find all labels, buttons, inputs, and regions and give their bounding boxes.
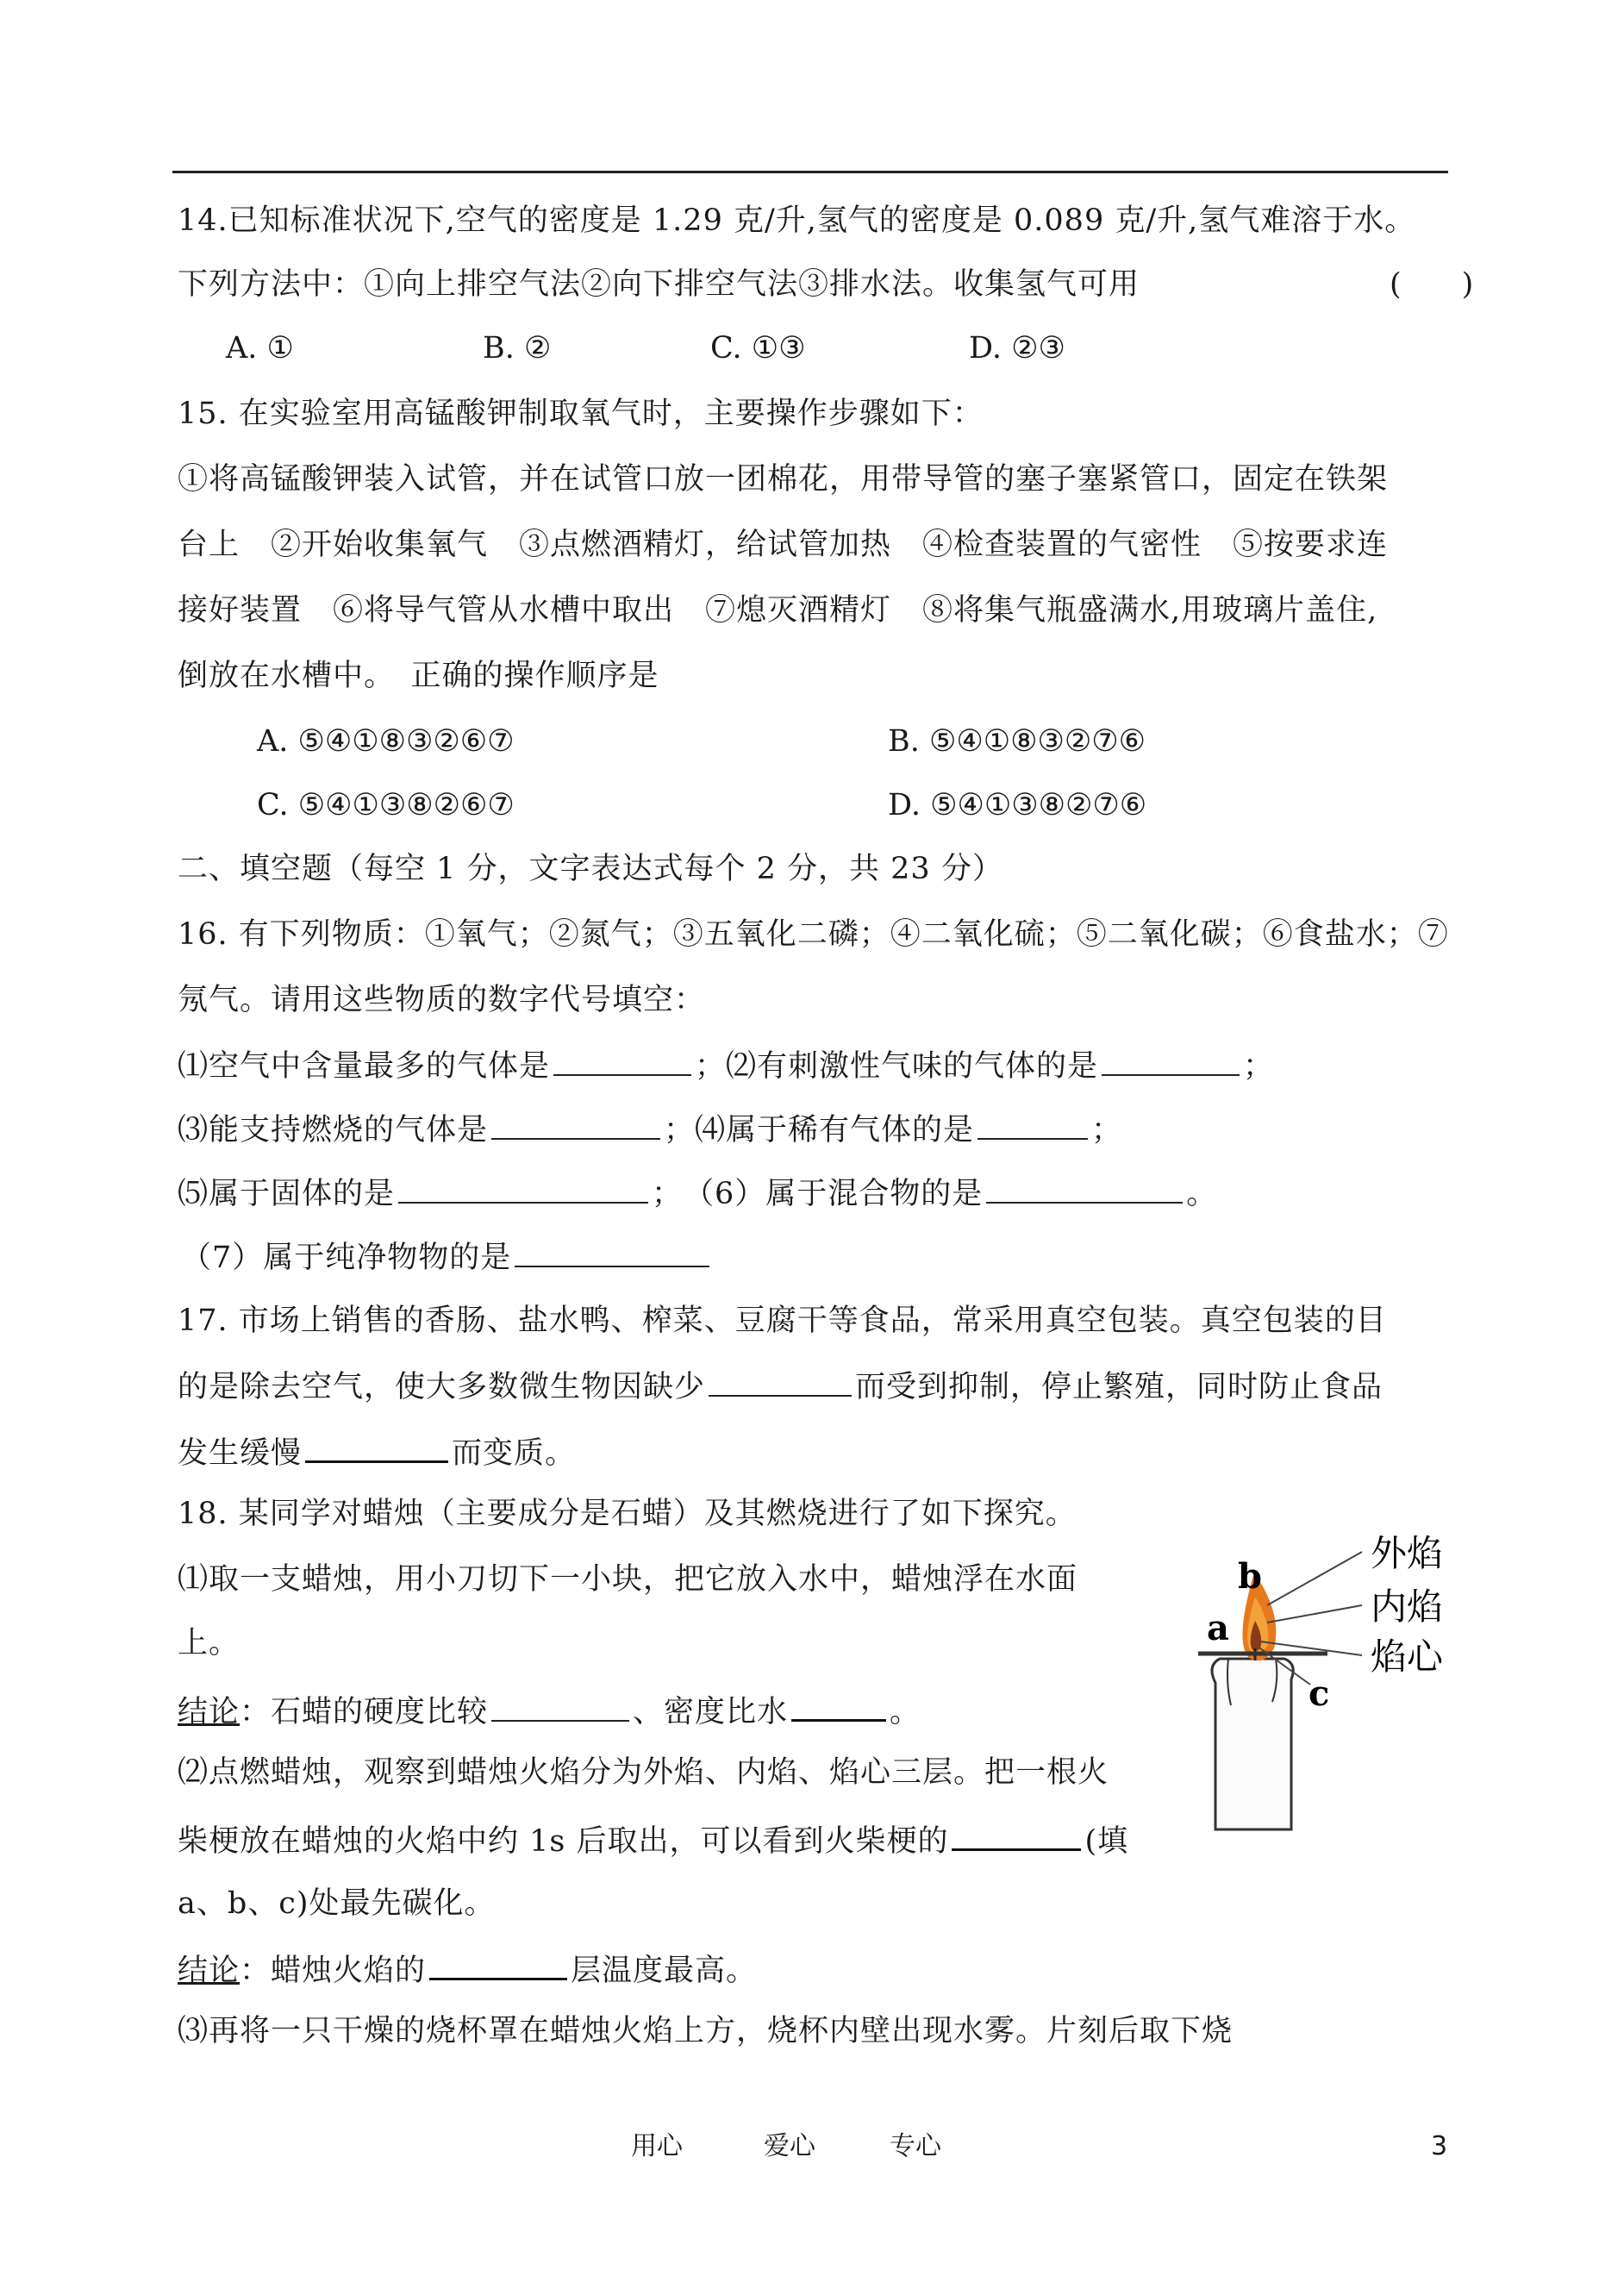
q16-7-text: （7）属于纯净物物的是 xyxy=(181,1241,512,1275)
q16-4-text: ；⑷属于稀有气体的是 xyxy=(664,1113,975,1148)
q14-option-a: A. ① xyxy=(226,331,294,366)
q16-7-blank[interactable] xyxy=(515,1236,709,1267)
outer-flame-pointer xyxy=(1267,1552,1362,1605)
q14-option-d: D. ②③ xyxy=(969,331,1065,366)
q17-blank-2[interactable] xyxy=(305,1431,448,1463)
q15-option-a: A. ⑤④①⑧③②⑥⑦ xyxy=(257,724,515,759)
q18-conclusion-2 xyxy=(178,1948,757,1990)
q16-3-text: ⑶能支持燃烧的气体是 xyxy=(178,1113,489,1148)
q16-1-blank[interactable] xyxy=(553,1045,691,1076)
q18-c2a-text: ：蜡烛火焰的 xyxy=(240,1954,427,1988)
q16-sub-4 xyxy=(181,1236,713,1277)
q18-c1c-text: 。 xyxy=(890,1695,921,1729)
q16-6-blank[interactable] xyxy=(986,1173,1183,1204)
q16-sub-2 xyxy=(178,1109,1122,1149)
q18-line-7: ⑶再将一只干燥的烧杯罩在蜡烛火焰上方，烧杯内壁出现水雾。片刻后取下烧 xyxy=(178,2014,1234,2048)
q18-5b-text: (填 xyxy=(1084,1824,1129,1859)
q18-line-5 xyxy=(178,1819,1128,1860)
q18-line-2: ⑴取一支蜡烛，用小刀切下一小块，把它放入水中，蜡烛浮在水面 xyxy=(178,1562,1078,1597)
footer-word-2: 爱心 xyxy=(764,2131,815,2161)
candle-diagram xyxy=(1181,1510,1491,1838)
q15-line-3: 台上 ②开始收集氧气 ③点燃酒精灯，给试管加热 ④检查装置的气密性 ⑤按要求连 xyxy=(178,528,1389,562)
q18-5a-text: 柴梗放在蜡烛的火焰中约 1s 后取出，可以看到火柴梗的 xyxy=(178,1824,949,1859)
conclusion-label: 结论 xyxy=(178,1954,240,1988)
q16-5-text: ⑸属于固体的是 xyxy=(178,1177,396,1211)
q16-2-text: ；⑵有刺激性气味的气体的是 xyxy=(695,1049,1099,1084)
header-rule xyxy=(172,171,1448,173)
q17-2b-text: 而受到抑制，停止繁殖，同时防止食品 xyxy=(855,1370,1384,1404)
label-c: c xyxy=(1309,1673,1330,1714)
q16-2-blank[interactable] xyxy=(1102,1045,1240,1076)
q16-3-blank[interactable] xyxy=(491,1109,660,1140)
q14-option-b: B. ② xyxy=(483,331,552,366)
q18-line-3: 上。 xyxy=(178,1626,240,1660)
q15-option-b: B. ⑤④①⑧③②⑦⑥ xyxy=(888,724,1146,759)
q16-4-end: ； xyxy=(1091,1113,1123,1148)
q17-2a-text: 的是除去空气，使大多数微生物因缺少 xyxy=(178,1370,706,1404)
candle-flame-figure xyxy=(1181,1510,1491,1838)
q16-6-end: 。 xyxy=(1186,1177,1218,1211)
label-flame-core: 焰心 xyxy=(1371,1635,1444,1678)
footer-word-3: 专心 xyxy=(890,2131,941,2161)
footer-word-1: 用心 xyxy=(631,2131,683,2161)
conclusion-label: 结论 xyxy=(178,1695,240,1729)
label-outer-flame: 外焰 xyxy=(1371,1532,1444,1574)
q17-line-3 xyxy=(178,1431,576,1473)
q16-line-2: 氖气。请用这些物质的数字代号填空： xyxy=(178,983,706,1017)
q15-line-1: 15. 在实验室用高锰酸钾制取氧气时，主要操作步骤如下： xyxy=(178,397,984,431)
q16-sub-3 xyxy=(178,1173,1217,1213)
q16-5-blank[interactable] xyxy=(398,1173,648,1204)
q15-line-4: 接好装置 ⑥将导气管从水槽中取出 ⑦熄灭酒精灯 ⑧将集气瓶盛满水,用玻璃片盖住, xyxy=(178,593,1378,628)
q16-4-blank[interactable] xyxy=(978,1109,1088,1140)
q16-2-end: ； xyxy=(1243,1049,1275,1084)
q17-line-1: 17. 市场上销售的香肠、盐水鸭、榨菜、豆腐干等食品，常采用真空包装。真空包装的目 xyxy=(178,1304,1387,1338)
q14-answer-paren: ( ) xyxy=(1390,267,1474,302)
q14-line-2: 下列方法中：①向上排空气法②向下排空气法③排水法。收集氢气可用 xyxy=(178,267,1140,302)
candle-body xyxy=(1212,1659,1293,1829)
q16-line-1: 16. 有下列物质：①氧气；②氮气；③五氧化二磷；④二氧化硫；⑤二氧化碳；⑥食盐水；⑦ xyxy=(178,917,1449,952)
q16-sub-1 xyxy=(178,1045,1274,1085)
q14-option-c: C. ①③ xyxy=(710,331,806,366)
q18-c1a-text: ：石蜡的硬度比较 xyxy=(240,1695,489,1729)
inner-flame-pointer xyxy=(1267,1605,1362,1623)
section-2-title: 二、填空题（每空 1 分，文字表达式每个 2 分，共 23 分） xyxy=(178,852,1003,886)
q15-line-5: 倒放在水槽中。 正确的操作顺序是 xyxy=(178,659,659,693)
q18-blank-abc[interactable] xyxy=(952,1819,1081,1851)
q17-blank-1[interactable] xyxy=(709,1366,852,1397)
q15-option-d: D. ⑤④①③⑧②⑦⑥ xyxy=(888,788,1147,822)
q17-3a-text: 发生缓慢 xyxy=(178,1436,303,1471)
q18-line-1: 18. 某同学对蜡烛（主要成分是石蜡）及其燃烧进行了如下探究。 xyxy=(178,1497,1077,1531)
q18-line-6: a、b、c)处最先碳化。 xyxy=(178,1886,496,1921)
q16-1-text: ⑴空气中含量最多的气体是 xyxy=(178,1049,551,1084)
q18-c1b-text: 、密度比水 xyxy=(633,1695,789,1729)
q17-3b-text: 而变质。 xyxy=(452,1436,577,1471)
page-number: 3 xyxy=(1431,2131,1448,2161)
q18-blank-density[interactable] xyxy=(791,1690,886,1722)
q18-line-4: ⑵点燃蜡烛，观察到蜡烛火焰分为外焰、内焰、焰心三层。把一根火 xyxy=(178,1755,1109,1790)
label-b: b xyxy=(1238,1556,1262,1597)
q17-line-2 xyxy=(178,1366,1383,1406)
q18-c2b-text: 层温度最高。 xyxy=(571,1954,758,1988)
q18-blank-hardness[interactable] xyxy=(491,1691,629,1722)
label-a: a xyxy=(1207,1608,1229,1648)
q15-line-2: ①将高锰酸钾装入试管，并在试管口放一团棉花，用带导管的塞子塞紧管口，固定在铁架 xyxy=(178,462,1389,497)
q16-6-text: ； （6）属于混合物的是 xyxy=(652,1177,984,1211)
q14-line-1: 14.已知标准状况下,空气的密度是 1.29 克/升,氢气的密度是 0.089 克/升,氢气难溶于水。 xyxy=(178,203,1416,238)
q18-conclusion-1 xyxy=(178,1690,921,1731)
label-inner-flame: 内焰 xyxy=(1371,1585,1444,1628)
q15-option-c: C. ⑤④①③⑧②⑥⑦ xyxy=(257,788,515,822)
q18-blank-layer[interactable] xyxy=(429,1948,567,1980)
